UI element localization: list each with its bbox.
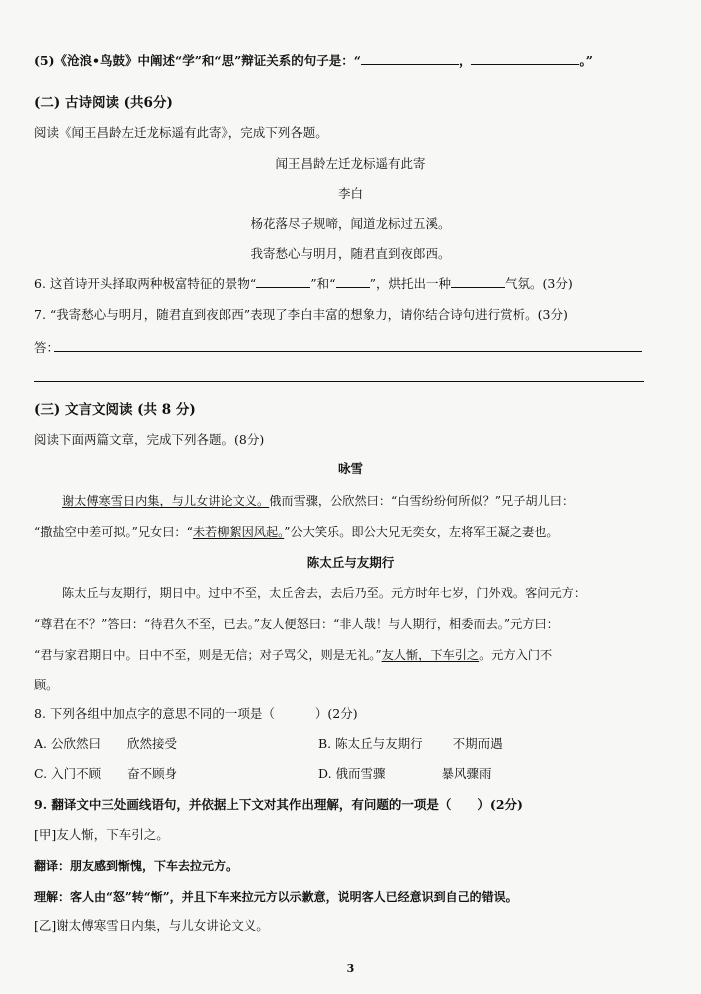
- q9-translation: 翻译：朋友感到惭愧，下车去拉元方。: [34, 859, 239, 873]
- passage2-line-4: 顾。: [34, 678, 59, 692]
- q6-text-d: 气氛。(3分): [504, 276, 573, 291]
- q8-option-c-label: C. 入门不顾: [34, 766, 102, 781]
- q8-option-a[interactable]: [34, 736, 177, 752]
- passage1-title: 咏雪: [337, 461, 363, 476]
- q8-option-c[interactable]: [34, 766, 177, 782]
- q9-text-a: 9. 翻译文中三处画线语句，并依据上下文对其作出理解，有问题的一项是（: [34, 797, 452, 812]
- q5-sep: ，: [458, 53, 472, 68]
- q5-end: 。”: [579, 53, 593, 68]
- q9-understanding: 理解：客人由“怒”转“惭”，并且下车来拉元方以示歉意，说明客人已经意识到自己的错误。: [34, 890, 518, 904]
- q8-option-c-pair: 奋不顾身: [127, 766, 178, 781]
- q9-line: [34, 797, 523, 813]
- q8-option-d[interactable]: [318, 766, 492, 782]
- passage1-line-2: [34, 524, 559, 540]
- q8-text-a: 8. 下列各组中加点字的意思不同的一项是（: [34, 706, 275, 721]
- q6-text-c: ”，烘托出一种: [369, 276, 451, 291]
- passage2-line-3-a: “君与家君期日中。日中不至，则是无信；对子骂父，则是无礼。”: [34, 648, 382, 662]
- q7-text: 7. “我寄愁心与明月，随君直到夜郎西”表现了李白丰富的想象力，请你结合诗句进行赏析。(3分): [34, 307, 568, 322]
- q6-text-a: 6. 这首诗开头择取两种极富特征的景物“: [34, 276, 257, 291]
- section3-heading: (三) 文言文阅读 (共 8 分): [34, 402, 196, 418]
- poem-author: 李白: [337, 186, 363, 201]
- section2-intro: 阅读《闻王昌龄左迁龙标遥有此寄》，完成下列各题。: [34, 125, 328, 140]
- q8-option-b-pair: 不期而遇: [452, 736, 503, 751]
- q5-blank-2[interactable]: [471, 52, 579, 65]
- passage2-line-3: [34, 647, 552, 663]
- poem-title: 闻王昌龄左迁龙标遥有此寄: [275, 156, 426, 171]
- section2-heading: (二) 古诗阅读 (共6分): [34, 95, 173, 111]
- q8-option-d-label: D. 俄而雪骤: [318, 766, 386, 781]
- q9-jia: [甲]友人惭，下车引之。: [34, 827, 169, 842]
- q9-yi: [乙]谢太傅寒雪日内集，与儿女讲论文义。: [34, 918, 269, 933]
- page-number: 3: [346, 962, 355, 975]
- q6-blank-3[interactable]: [451, 275, 505, 288]
- passage1-line-2-a: “撒盐空中差可拟。”兄女曰：“: [34, 525, 193, 539]
- passage2-line-1: 陈太丘与友期行，期日中。过中不至，太丘舍去，去后乃至。元方时年七岁，门外戏。客问元方：: [62, 586, 587, 600]
- answer-label: 答：: [34, 340, 60, 355]
- passage1-line-2-b: ”公大笑乐。即公大兄无奕女，左将军王凝之妻也。: [284, 525, 559, 539]
- q8-option-a-label: A. 公欣然曰: [34, 736, 101, 751]
- q8-option-b-label: B. 陈太丘与友期行: [318, 736, 423, 751]
- q6-text-b: ”和“: [310, 276, 336, 291]
- passage2-line-3-b: 。元方入门不: [479, 648, 553, 662]
- passage1-line-1-rest: 俄而雪骤，公欣然曰：“白雪纷纷何所似？”兄子胡儿曰：: [269, 494, 575, 508]
- q5-text: (5)《沧浪•鸟鼓》中阐述“学”和“思”辩证关系的句子是：“: [34, 53, 361, 68]
- q8-line: [34, 706, 358, 722]
- q6-blank-1[interactable]: [256, 275, 310, 288]
- q9-text-b: ）(2分): [477, 797, 523, 812]
- poem-line-1: 杨花落尽子规啼，闻道龙标过五溪。: [250, 216, 451, 231]
- passage2-line-2: “尊君在不？”答曰：“待君久不至，已去。”友人便怒曰：“非人哉！与人期行，相委而去。”元方曰：: [34, 617, 559, 631]
- section3-intro: 阅读下面两篇文章，完成下列各题。(8分): [34, 432, 265, 447]
- q8-option-b[interactable]: [318, 736, 503, 752]
- underlined-sentence-yi: 谢太傅寒雪日内集，与儿女讲论文义。: [62, 494, 270, 508]
- q5-line: [34, 52, 593, 69]
- passage2-title: 陈太丘与友期行: [306, 555, 395, 570]
- answer-line-2[interactable]: [34, 381, 644, 382]
- q6-line: [34, 275, 573, 292]
- underlined-sentence-jia: 友人惭，下车引之: [381, 648, 480, 662]
- q6-blank-2[interactable]: [336, 275, 370, 288]
- q5-blank-1[interactable]: [361, 52, 459, 65]
- q8-option-a-pair: 欣然接受: [126, 736, 177, 751]
- q8-option-d-pair: 暴风骤雨: [441, 766, 492, 781]
- underlined-sentence-bing: 未若柳絮因风起。: [192, 525, 285, 539]
- q8-text-b: ）(2分): [314, 706, 358, 721]
- answer-line-1[interactable]: [54, 351, 642, 352]
- passage1-line-1: [62, 493, 574, 509]
- poem-line-2: 我寄愁心与明月，随君直到夜郎西。: [250, 246, 451, 261]
